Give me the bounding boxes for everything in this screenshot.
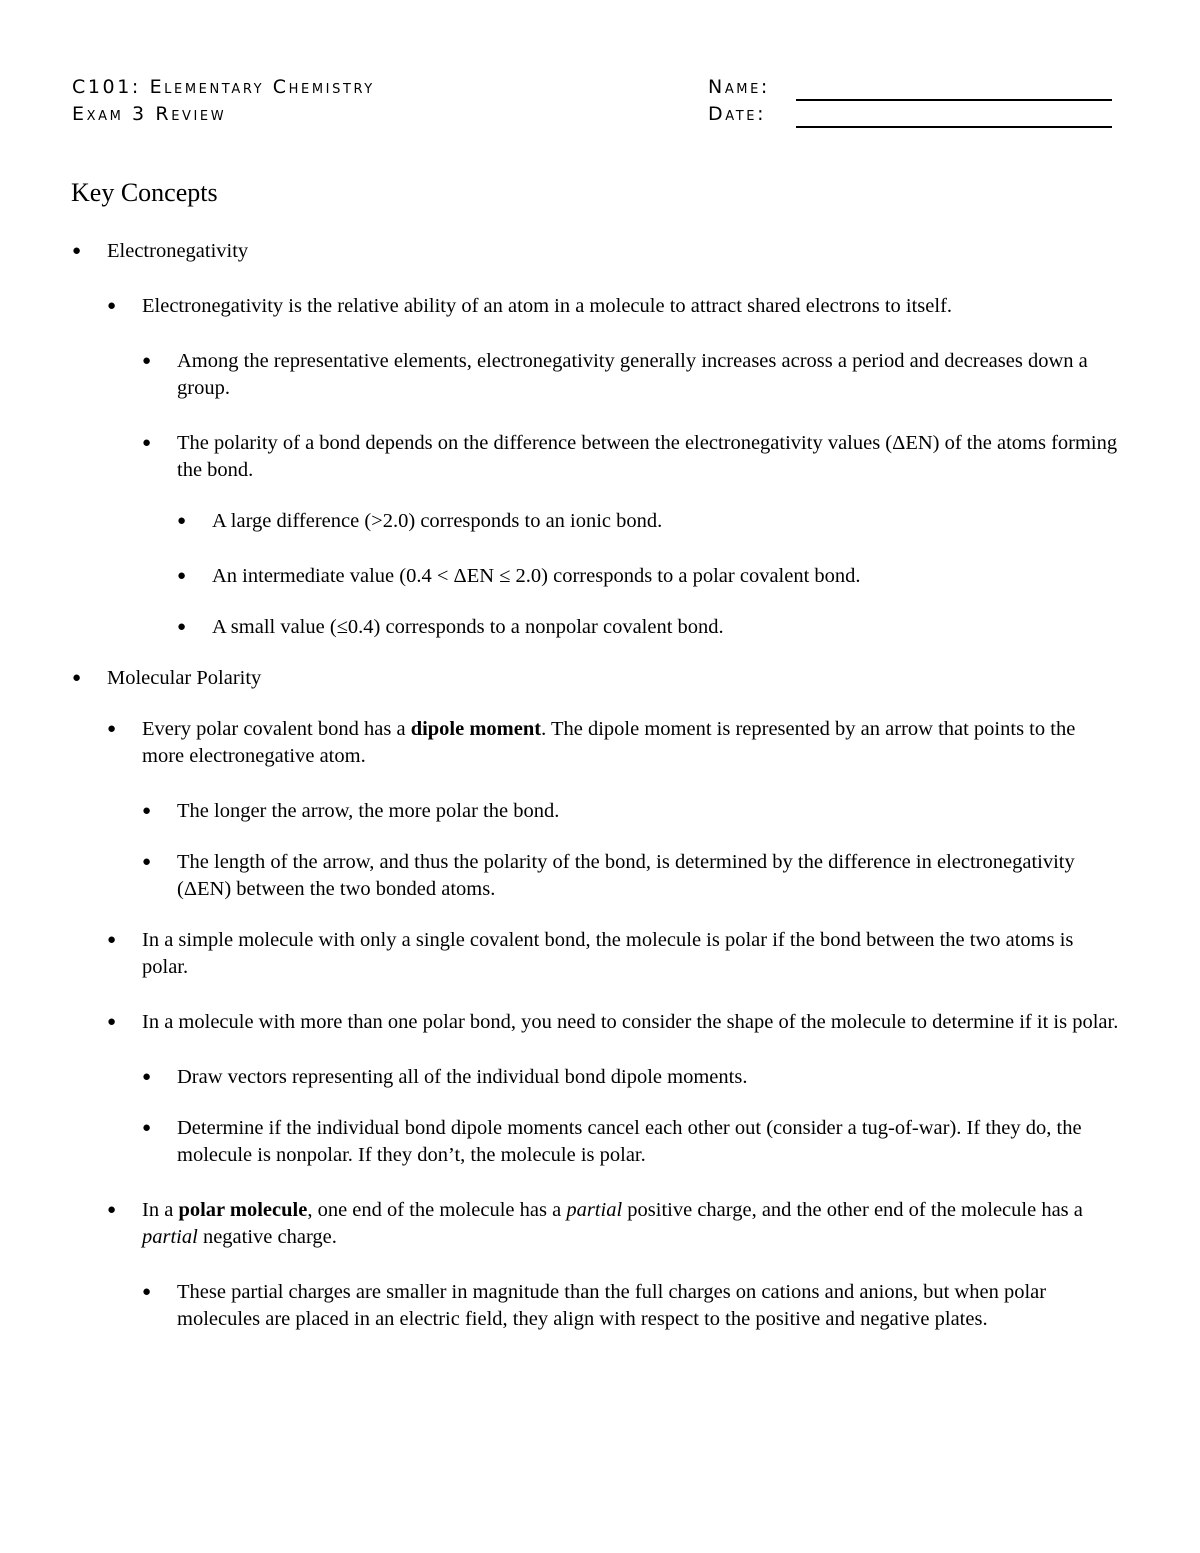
item-text: Electronegativity is the relative ability of an atom in a molecule to attract shared electrons to itself. (142, 295, 953, 317)
section-title: Key Concepts (71, 178, 218, 207)
list-item-large-difference (72, 508, 1122, 535)
bullet-icon: ● (177, 619, 187, 635)
list-item-partial-charges (72, 1279, 1122, 1333)
item-text: An intermediate value (0.4 < ΔEN ≤ 2.0) corresponds to a polar covalent bond. (212, 565, 861, 587)
course-title: C101: Elementary Chemistry (72, 76, 375, 98)
list-item-single-bond (72, 927, 1122, 981)
list-item-molecular-polarity (72, 665, 1122, 692)
list-item-arrow-length (72, 849, 1122, 903)
bullet-icon: ● (107, 1014, 117, 1030)
item-text: Draw vectors representing all of the individual bond dipole moments. (177, 1066, 748, 1088)
bullet-icon: ● (107, 932, 117, 948)
exam-subtitle: Exam 3 Review (72, 103, 227, 125)
bullet-icon: ● (72, 670, 82, 686)
item-text: In a simple molecule with only a single covalent bond, the molecule is polar if the bond between the two atoms is polar. (142, 929, 1074, 978)
date-field-row (708, 101, 1112, 128)
bullet-icon: ● (142, 1069, 152, 1085)
polar-molecule-term: polar molecule (178, 1199, 308, 1221)
name-field-row (708, 74, 1112, 101)
list-item-en-trend (72, 348, 1122, 402)
list-item-cancel-out (72, 1115, 1122, 1169)
bullet-icon: ● (142, 1120, 152, 1136)
item-text: positive charge, and the other end of the molecule has a (622, 1199, 1083, 1221)
item-text: Every polar covalent bond has a (142, 718, 411, 740)
list-item-small-value (72, 614, 1122, 641)
dipole-moment-term: dipole moment (410, 718, 542, 740)
bullet-icon: ● (107, 1202, 117, 1218)
bullet-icon: ● (142, 353, 152, 369)
name-label: Name: (708, 76, 770, 98)
item-text: Molecular Polarity (107, 667, 262, 689)
item-text: A small value (≤0.4) corresponds to a nonpolar covalent bond. (212, 616, 724, 638)
item-text: Determine if the individual bond dipole moments cancel each other out (consider a tug-of-war). If they do, the molecule is nonpolar. If they don’t, the molecule is polar. (177, 1117, 1082, 1166)
bullet-icon: ● (142, 803, 152, 819)
bullet-icon: ● (107, 298, 117, 314)
key-concepts-list (72, 238, 1122, 1333)
bullet-icon: ● (107, 721, 117, 737)
bullet-icon: ● (72, 243, 82, 259)
bullet-icon: ● (177, 513, 187, 529)
item-text: The length of the arrow, and thus the polarity of the bond, is determined by the difference in electronegativity (ΔEN) between the two bonded atoms. (177, 851, 1075, 900)
list-item-electronegativity (72, 238, 1122, 265)
item-text: The longer the arrow, the more polar the bond. (177, 800, 560, 822)
item-text: Among the representative elements, electronegativity generally increases across a period and decreases down a group. (177, 350, 1088, 399)
bullet-icon: ● (142, 1284, 152, 1300)
list-item-polar-molecule (72, 1197, 1122, 1251)
list-item-dipole-moment (72, 716, 1122, 770)
list-item-bond-polarity (72, 430, 1122, 484)
name-blank[interactable] (796, 81, 1112, 101)
bullet-icon: ● (142, 435, 152, 451)
student-fields (708, 74, 1112, 128)
bullet-icon: ● (177, 568, 187, 584)
item-text: These partial charges are smaller in magnitude than the full charges on cations and anions, but when polar molecules are placed in an electric field, they align with respect to the positive and negative plates. (177, 1281, 1047, 1330)
item-text: Electronegativity (107, 240, 249, 262)
partial-term: partial (142, 1226, 198, 1248)
list-item-en-definition (72, 293, 1122, 320)
list-item-multiple-bonds (72, 1009, 1122, 1036)
list-item-intermediate-value (72, 563, 1122, 590)
item-text: In a molecule with more than one polar bond, you need to consider the shape of the molecule to determine if it is polar. (142, 1011, 1119, 1033)
date-blank[interactable] (796, 108, 1112, 128)
date-label: Date: (708, 103, 767, 125)
item-text: In a (142, 1199, 179, 1221)
item-text: negative charge. (197, 1226, 337, 1248)
course-info (72, 74, 375, 128)
item-text: . The dipole moment is represented by an arrow that points to the more electronegative atom. (142, 718, 1076, 767)
list-item-draw-vectors (72, 1064, 1122, 1091)
item-text: , one end of the molecule has a (307, 1199, 567, 1221)
list-item-longer-arrow (72, 798, 1122, 825)
partial-term: partial (566, 1199, 623, 1221)
bullet-icon: ● (142, 854, 152, 870)
item-text: A large difference (>2.0) corresponds to an ionic bond. (212, 510, 663, 532)
item-text: The polarity of a bond depends on the difference between the electronegativity values (ΔEN) of the atoms forming the bond. (177, 432, 1118, 481)
